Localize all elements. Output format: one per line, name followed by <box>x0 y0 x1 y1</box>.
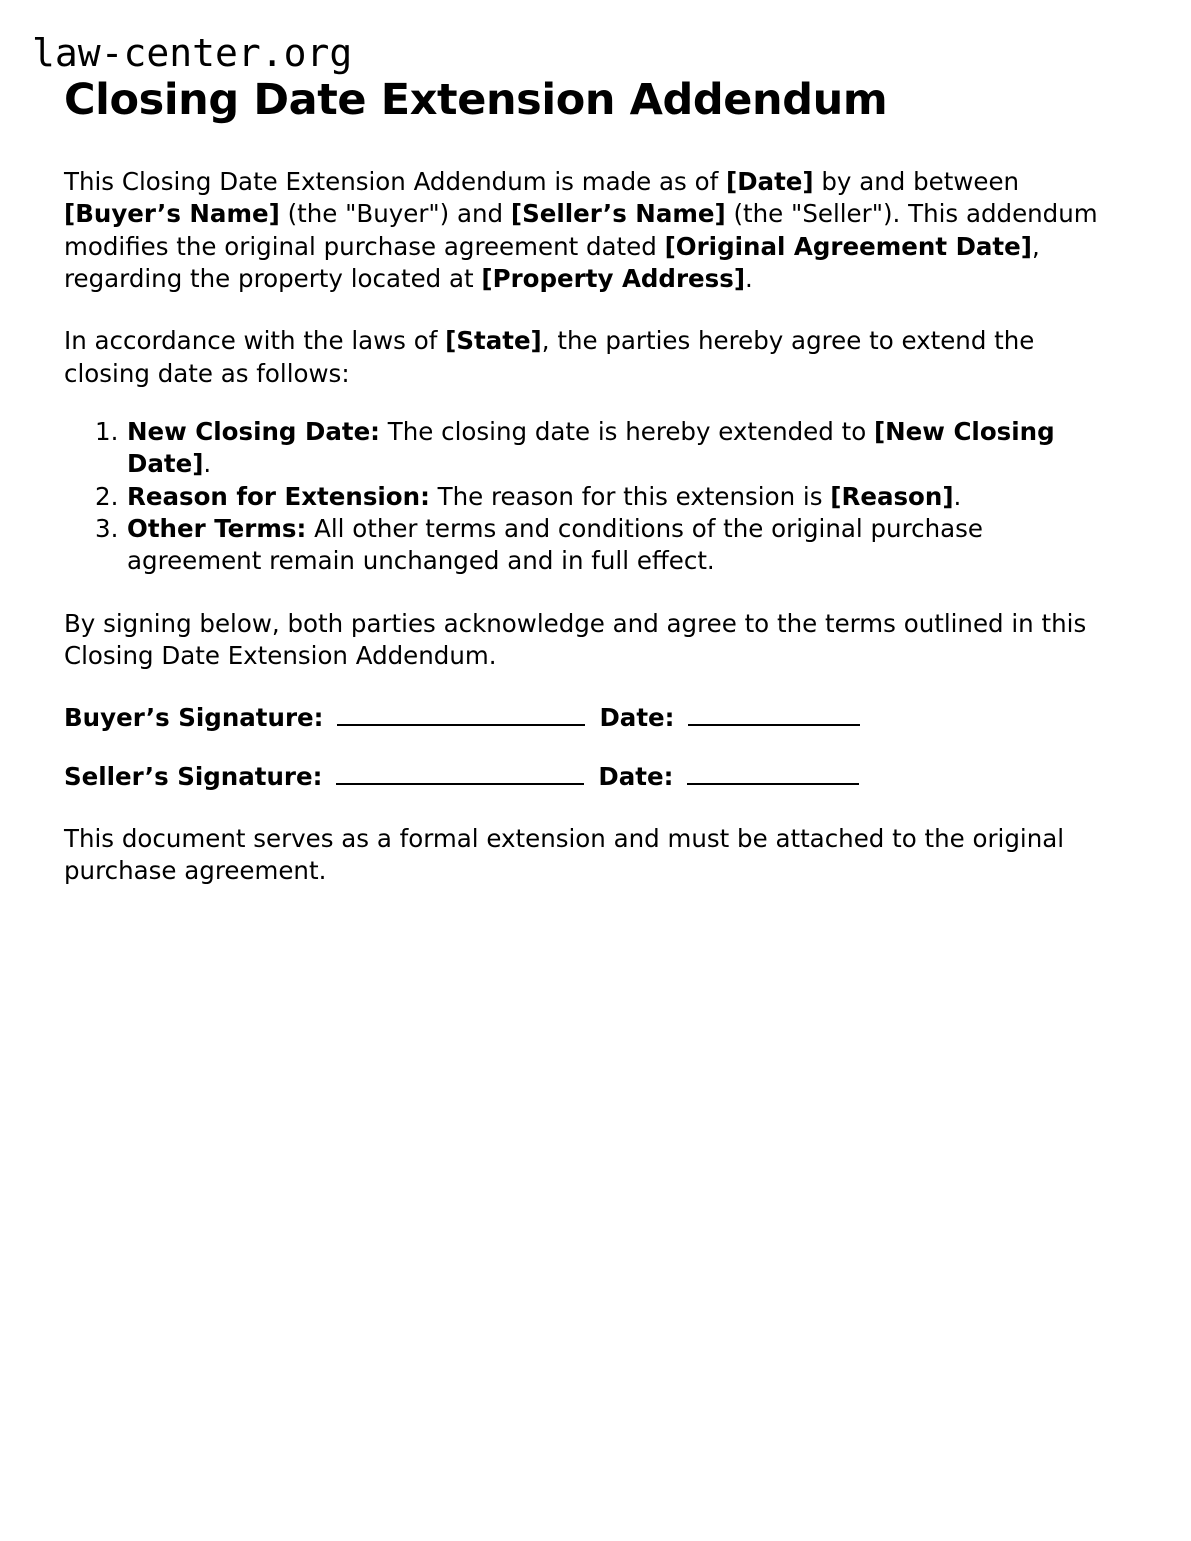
seller-signature-label: Seller’s Signature: <box>64 761 323 791</box>
laws-text-2: , the parties hereby agree to extend the closing date as follows: <box>64 326 1035 388</box>
terms-list <box>64 416 1122 578</box>
term-2-tail: . <box>953 481 962 511</box>
list-item <box>64 416 1122 481</box>
buyer-date-label: Date: <box>599 703 675 733</box>
term-2-placeholder: [Reason] <box>830 481 954 511</box>
term-3-body: All other terms and conditions of the original purchase agreement remain unchanged and in full effect. <box>127 514 983 576</box>
intro-text-5: , regarding the property located at <box>64 231 1040 294</box>
term-1-text <box>127 417 1055 478</box>
term-1-body: The closing date is hereby extended to <box>379 417 874 447</box>
term-1-heading: New Closing Date: <box>127 417 380 447</box>
term-3-heading: Other Terms: <box>127 514 307 543</box>
buyer-signature-line[interactable] <box>337 704 585 726</box>
closing-paragraph: This document serves as a formal extension and must be attached to the original purchase agreement. <box>64 823 1065 886</box>
list-item <box>64 481 1122 513</box>
signing-paragraph: By signing below, both parties acknowledge and agree to the terms outlined in this Closing Date Extension Addendum. <box>64 608 1087 670</box>
seller-date-line[interactable] <box>687 763 859 785</box>
intro-paragraph <box>64 166 1122 295</box>
term-2-heading: Reason for Extension: <box>127 481 430 511</box>
list-item <box>64 513 1122 578</box>
laws-paragraph <box>64 325 1122 390</box>
laws-text-1: In accordance with the laws of <box>64 326 446 356</box>
term-2-text <box>127 482 961 511</box>
term-1-tail: . <box>203 449 212 479</box>
intro-text-3: (the "Buyer") and <box>279 199 511 229</box>
seller-date-label: Date: <box>598 761 674 791</box>
intro-text-2: by and between <box>813 167 1020 197</box>
term-3-text <box>127 514 983 575</box>
document-content <box>32 31 1122 888</box>
term-2-body: The reason for this extension is <box>429 481 831 511</box>
intro-text-4: (the "Seller"). This addendum modifies the original purchase agreement dated <box>64 199 1098 261</box>
placeholder-seller-name: [Seller’s Name] <box>510 199 726 229</box>
site-logo: law-center.org <box>32 31 353 75</box>
placeholder-date: [Date] <box>726 167 814 197</box>
buyer-signature-label: Buyer’s Signature: <box>64 703 324 733</box>
page-title: Closing Date Extension Addendum <box>64 74 888 125</box>
term-1-placeholder: [New Closing Date] <box>127 417 1055 479</box>
placeholder-state: [State] <box>445 326 542 356</box>
buyer-date-line[interactable] <box>688 704 860 726</box>
intro-text-1: This Closing Date Extension Addendum is made as of <box>64 167 726 197</box>
placeholder-buyer-name: [Buyer’s Name] <box>64 199 280 229</box>
seller-signature-row <box>64 761 1122 793</box>
intro-text-6: . <box>745 264 753 294</box>
placeholder-property-address: [Property Address] <box>481 264 746 294</box>
buyer-signature-row <box>64 702 1122 734</box>
seller-signature-line[interactable] <box>336 763 584 785</box>
placeholder-original-agreement-date: [Original Agreement Date] <box>664 231 1032 261</box>
